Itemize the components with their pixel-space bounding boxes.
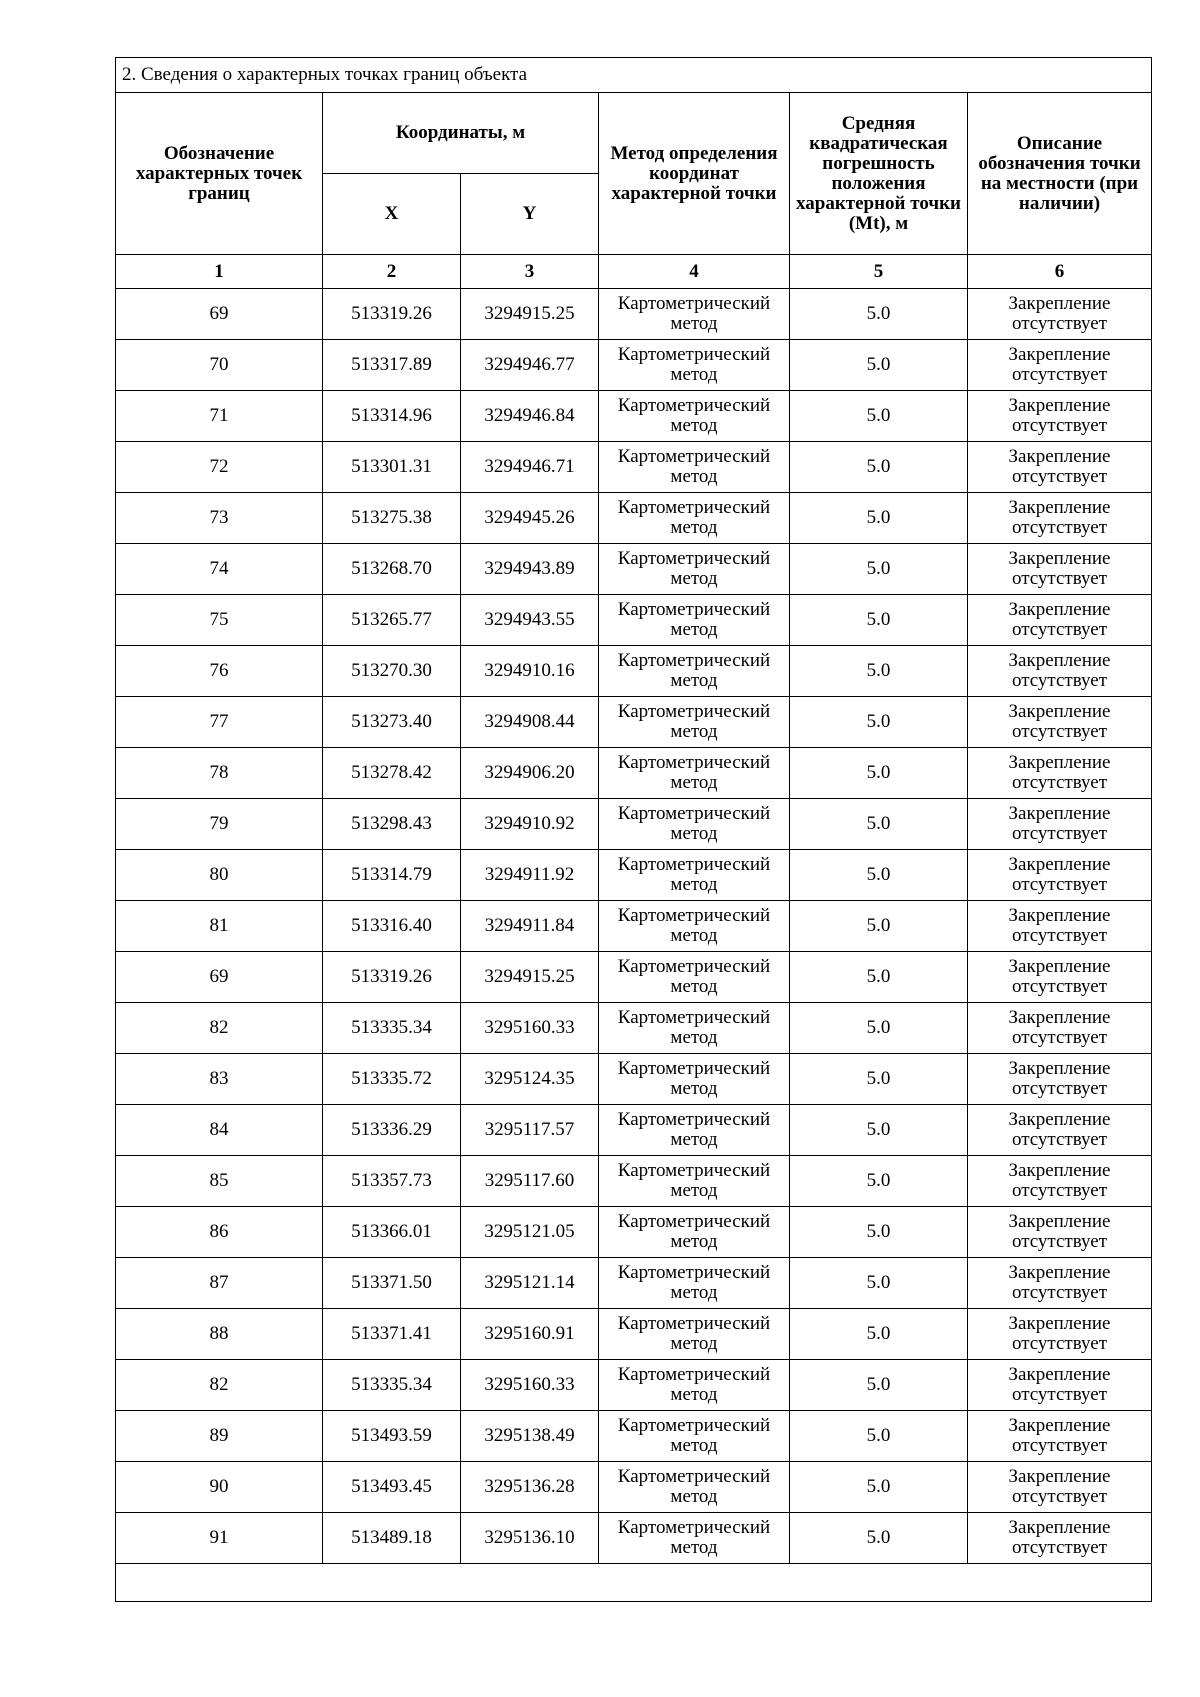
error-cell: 5.0 <box>790 1054 968 1105</box>
error-cell: 5.0 <box>790 289 968 340</box>
table-row <box>116 1054 1152 1105</box>
x-coordinate-cell: 513268.70 <box>323 544 461 595</box>
description-cell-line: отсутствует <box>1011 1333 1108 1354</box>
x-coordinate-cell: 513319.26 <box>323 289 461 340</box>
description-cell-line: отсутствует <box>1011 976 1108 997</box>
method-cell-line: метод <box>670 1129 718 1150</box>
y-coordinate-cell: 3294910.92 <box>461 799 599 850</box>
x-coordinate-cell: 513335.34 <box>323 1003 461 1054</box>
description-cell <box>968 799 1152 850</box>
x-coordinate-cell: 513336.29 <box>323 1105 461 1156</box>
point-id-cell: 73 <box>116 493 323 544</box>
description-cell-line: Закрепление <box>1008 1364 1111 1385</box>
y-coordinate-cell: 3294915.25 <box>461 289 599 340</box>
point-id-cell: 84 <box>116 1105 323 1156</box>
method-cell-line: Картометрический <box>617 395 771 416</box>
description-cell-line: Закрепление <box>1008 1466 1111 1487</box>
header-description: Описание обозначения точки на местности (при наличии) <box>968 93 1152 255</box>
method-cell <box>599 544 790 595</box>
error-cell: 5.0 <box>790 1411 968 1462</box>
point-id-cell: 88 <box>116 1309 323 1360</box>
description-cell-line: отсутствует <box>1011 415 1108 436</box>
y-coordinate-cell: 3294946.77 <box>461 340 599 391</box>
description-cell-line: Закрепление <box>1008 1211 1111 1232</box>
method-cell <box>599 289 790 340</box>
x-coordinate-cell: 513371.50 <box>323 1258 461 1309</box>
table-row <box>116 595 1152 646</box>
description-cell-line: отсутствует <box>1011 1282 1108 1303</box>
table-row <box>116 646 1152 697</box>
method-cell-line: метод <box>670 1333 718 1354</box>
x-coordinate-cell: 513273.40 <box>323 697 461 748</box>
error-cell: 5.0 <box>790 1309 968 1360</box>
table-row <box>116 1003 1152 1054</box>
description-cell-line: Закрепление <box>1008 344 1111 365</box>
description-cell <box>968 1513 1152 1564</box>
method-cell-line: Картометрический <box>617 752 771 773</box>
method-cell <box>599 799 790 850</box>
description-cell-line: Закрепление <box>1008 1313 1111 1334</box>
boundary-points-table <box>115 57 1152 1602</box>
description-cell-line: отсутствует <box>1011 670 1108 691</box>
y-coordinate-cell: 3295136.10 <box>461 1513 599 1564</box>
y-coordinate-cell: 3295138.49 <box>461 1411 599 1462</box>
description-cell-line: Закрепление <box>1008 1415 1111 1436</box>
y-coordinate-cell: 3294943.89 <box>461 544 599 595</box>
description-cell-line: Закрепление <box>1008 854 1111 875</box>
point-id-cell: 87 <box>116 1258 323 1309</box>
description-cell-line: отсутствует <box>1011 772 1108 793</box>
method-cell-line: метод <box>670 1435 718 1456</box>
description-cell-line: отсутствует <box>1011 313 1108 334</box>
description-cell <box>968 850 1152 901</box>
method-cell-line: Картометрический <box>617 1262 771 1283</box>
error-cell: 5.0 <box>790 391 968 442</box>
method-cell <box>599 595 790 646</box>
table-row <box>116 289 1152 340</box>
x-coordinate-cell: 513298.43 <box>323 799 461 850</box>
method-cell-line: метод <box>670 976 718 997</box>
header-point: Обозначение характерных точек границ <box>116 93 323 255</box>
error-cell: 5.0 <box>790 1462 968 1513</box>
description-cell-line: Закрепление <box>1008 701 1111 722</box>
description-cell-line: отсутствует <box>1011 619 1108 640</box>
y-coordinate-cell: 3294911.84 <box>461 901 599 952</box>
description-cell-line: Закрепление <box>1008 497 1111 518</box>
description-cell-line: отсутствует <box>1011 1129 1108 1150</box>
y-coordinate-cell: 3295117.60 <box>461 1156 599 1207</box>
table-row <box>116 1462 1152 1513</box>
method-cell-line: метод <box>670 517 718 538</box>
column-number: 4 <box>599 255 790 289</box>
method-cell <box>599 1513 790 1564</box>
error-cell: 5.0 <box>790 493 968 544</box>
method-cell-line: метод <box>670 1486 718 1507</box>
method-cell-line: Картометрический <box>617 854 771 875</box>
description-cell <box>968 1411 1152 1462</box>
point-id-cell: 80 <box>116 850 323 901</box>
method-cell <box>599 697 790 748</box>
error-cell: 5.0 <box>790 544 968 595</box>
method-cell <box>599 646 790 697</box>
description-cell <box>968 1258 1152 1309</box>
method-cell <box>599 391 790 442</box>
description-cell <box>968 901 1152 952</box>
point-id-cell: 72 <box>116 442 323 493</box>
method-cell-line: Картометрический <box>617 548 771 569</box>
table-row <box>116 391 1152 442</box>
table-row <box>116 952 1152 1003</box>
method-cell-line: Картометрический <box>617 497 771 518</box>
method-cell-line: Картометрический <box>617 1517 771 1538</box>
error-cell: 5.0 <box>790 1105 968 1156</box>
column-number: 1 <box>116 255 323 289</box>
x-coordinate-cell: 513314.79 <box>323 850 461 901</box>
header-y: Y <box>461 174 599 255</box>
method-cell <box>599 901 790 952</box>
table-caption: 2. Сведения о характерных точках границ объекта <box>116 58 1152 93</box>
point-id-cell: 83 <box>116 1054 323 1105</box>
error-cell: 5.0 <box>790 646 968 697</box>
y-coordinate-cell: 3294945.26 <box>461 493 599 544</box>
error-cell: 5.0 <box>790 1156 968 1207</box>
table-row <box>116 1411 1152 1462</box>
y-coordinate-cell: 3295117.57 <box>461 1105 599 1156</box>
table-row <box>116 748 1152 799</box>
description-cell <box>968 952 1152 1003</box>
method-cell-line: Картометрический <box>617 1211 771 1232</box>
table-row <box>116 799 1152 850</box>
point-id-cell: 90 <box>116 1462 323 1513</box>
table-row <box>116 544 1152 595</box>
description-cell <box>968 442 1152 493</box>
method-cell <box>599 493 790 544</box>
y-coordinate-cell: 3295160.33 <box>461 1360 599 1411</box>
description-cell-line: Закрепление <box>1008 395 1111 416</box>
error-cell: 5.0 <box>790 1207 968 1258</box>
y-coordinate-cell: 3295124.35 <box>461 1054 599 1105</box>
description-cell <box>968 1207 1152 1258</box>
method-cell-line: метод <box>670 670 718 691</box>
method-cell <box>599 1411 790 1462</box>
method-cell <box>599 1207 790 1258</box>
description-cell <box>968 1105 1152 1156</box>
description-cell-line: Закрепление <box>1008 956 1111 977</box>
y-coordinate-cell: 3294908.44 <box>461 697 599 748</box>
description-cell <box>968 1462 1152 1513</box>
y-coordinate-cell: 3295121.05 <box>461 1207 599 1258</box>
error-cell: 5.0 <box>790 442 968 493</box>
description-cell-line: отсутствует <box>1011 1078 1108 1099</box>
description-cell-line: отсутствует <box>1011 1486 1108 1507</box>
point-id-cell: 82 <box>116 1003 323 1054</box>
point-id-cell: 79 <box>116 799 323 850</box>
table-row <box>116 1207 1152 1258</box>
point-id-cell: 86 <box>116 1207 323 1258</box>
table-row <box>116 1105 1152 1156</box>
column-number: 3 <box>461 255 599 289</box>
x-coordinate-cell: 513357.73 <box>323 1156 461 1207</box>
table-row <box>116 493 1152 544</box>
point-id-cell: 85 <box>116 1156 323 1207</box>
description-cell <box>968 340 1152 391</box>
x-coordinate-cell: 513319.26 <box>323 952 461 1003</box>
method-cell-line: метод <box>670 1282 718 1303</box>
method-cell-line: метод <box>670 364 718 385</box>
x-coordinate-cell: 513335.34 <box>323 1360 461 1411</box>
table-row <box>116 340 1152 391</box>
error-cell: 5.0 <box>790 850 968 901</box>
point-id-cell: 81 <box>116 901 323 952</box>
point-id-cell: 78 <box>116 748 323 799</box>
description-cell <box>968 1309 1152 1360</box>
method-cell-line: метод <box>670 925 718 946</box>
error-cell: 5.0 <box>790 952 968 1003</box>
y-coordinate-cell: 3294946.71 <box>461 442 599 493</box>
method-cell-line: Картометрический <box>617 1313 771 1334</box>
method-cell <box>599 1462 790 1513</box>
error-cell: 5.0 <box>790 1360 968 1411</box>
x-coordinate-cell: 513301.31 <box>323 442 461 493</box>
description-cell-line: отсутствует <box>1011 517 1108 538</box>
method-cell-line: метод <box>670 1537 718 1558</box>
y-coordinate-cell: 3295160.91 <box>461 1309 599 1360</box>
column-number: 2 <box>323 255 461 289</box>
x-coordinate-cell: 513335.72 <box>323 1054 461 1105</box>
table-row <box>116 442 1152 493</box>
table-row <box>116 1309 1152 1360</box>
description-cell <box>968 544 1152 595</box>
point-id-cell: 75 <box>116 595 323 646</box>
point-id-cell: 69 <box>116 952 323 1003</box>
x-coordinate-cell: 513265.77 <box>323 595 461 646</box>
x-coordinate-cell: 513270.30 <box>323 646 461 697</box>
point-id-cell: 74 <box>116 544 323 595</box>
table-row <box>116 901 1152 952</box>
method-cell-line: Картометрический <box>617 1007 771 1028</box>
method-cell-line: Картометрический <box>617 344 771 365</box>
method-cell <box>599 1156 790 1207</box>
method-cell-line: метод <box>670 1180 718 1201</box>
method-cell-line: Картометрический <box>617 1109 771 1130</box>
description-cell-line: Закрепление <box>1008 1007 1111 1028</box>
y-coordinate-cell: 3294943.55 <box>461 595 599 646</box>
x-coordinate-cell: 513493.59 <box>323 1411 461 1462</box>
table-row <box>116 850 1152 901</box>
description-cell <box>968 1003 1152 1054</box>
description-cell-line: Закрепление <box>1008 599 1111 620</box>
method-cell <box>599 340 790 391</box>
error-cell: 5.0 <box>790 1003 968 1054</box>
header-method: Метод определения координат характерной точки <box>599 93 790 255</box>
method-cell <box>599 1054 790 1105</box>
method-cell-line: метод <box>670 1384 718 1405</box>
method-cell-line: метод <box>670 568 718 589</box>
description-cell-line: отсутствует <box>1011 466 1108 487</box>
method-cell-line: метод <box>670 1027 718 1048</box>
y-coordinate-cell: 3294911.92 <box>461 850 599 901</box>
x-coordinate-cell: 513371.41 <box>323 1309 461 1360</box>
method-cell-line: Картометрический <box>617 293 771 314</box>
method-cell <box>599 442 790 493</box>
column-number: 6 <box>968 255 1152 289</box>
description-cell-line: отсутствует <box>1011 1384 1108 1405</box>
point-id-cell: 82 <box>116 1360 323 1411</box>
x-coordinate-cell: 513275.38 <box>323 493 461 544</box>
table-row <box>116 1360 1152 1411</box>
y-coordinate-cell: 3295136.28 <box>461 1462 599 1513</box>
description-cell-line: отсутствует <box>1011 1537 1108 1558</box>
error-cell: 5.0 <box>790 748 968 799</box>
description-cell <box>968 1156 1152 1207</box>
table-row <box>116 1156 1152 1207</box>
y-coordinate-cell: 3294910.16 <box>461 646 599 697</box>
point-id-cell: 69 <box>116 289 323 340</box>
column-numbers-row <box>116 255 1152 289</box>
description-cell <box>968 391 1152 442</box>
method-cell <box>599 748 790 799</box>
x-coordinate-cell: 513316.40 <box>323 901 461 952</box>
x-coordinate-cell: 513317.89 <box>323 340 461 391</box>
method-cell <box>599 1258 790 1309</box>
document-sheet <box>115 57 1151 1602</box>
table-row <box>116 1258 1152 1309</box>
description-cell-line: отсутствует <box>1011 568 1108 589</box>
description-cell-line: Закрепление <box>1008 905 1111 926</box>
description-cell <box>968 595 1152 646</box>
description-cell-line: отсутствует <box>1011 364 1108 385</box>
description-cell <box>968 1054 1152 1105</box>
point-id-cell: 91 <box>116 1513 323 1564</box>
method-cell-line: метод <box>670 313 718 334</box>
x-coordinate-cell: 513493.45 <box>323 1462 461 1513</box>
description-cell-line: отсутствует <box>1011 823 1108 844</box>
error-cell: 5.0 <box>790 799 968 850</box>
method-cell-line: Картометрический <box>617 446 771 467</box>
description-cell-line: Закрепление <box>1008 650 1111 671</box>
method-cell <box>599 1105 790 1156</box>
description-cell-line: отсутствует <box>1011 1027 1108 1048</box>
description-cell-line: Закрепление <box>1008 803 1111 824</box>
description-cell-line: отсутствует <box>1011 874 1108 895</box>
description-cell <box>968 1360 1152 1411</box>
description-cell-line: Закрепление <box>1008 293 1111 314</box>
description-cell <box>968 697 1152 748</box>
method-cell-line: Картометрический <box>617 1160 771 1181</box>
description-cell <box>968 289 1152 340</box>
error-cell: 5.0 <box>790 340 968 391</box>
x-coordinate-cell: 513278.42 <box>323 748 461 799</box>
method-cell-line: метод <box>670 721 718 742</box>
x-coordinate-cell: 513366.01 <box>323 1207 461 1258</box>
point-id-cell: 76 <box>116 646 323 697</box>
method-cell-line: метод <box>670 619 718 640</box>
description-cell-line: отсутствует <box>1011 1231 1108 1252</box>
description-cell <box>968 748 1152 799</box>
method-cell-line: Картометрический <box>617 1364 771 1385</box>
error-cell: 5.0 <box>790 697 968 748</box>
method-cell-line: Картометрический <box>617 1415 771 1436</box>
y-coordinate-cell: 3295160.33 <box>461 1003 599 1054</box>
point-id-cell: 70 <box>116 340 323 391</box>
table-row <box>116 697 1152 748</box>
method-cell <box>599 1360 790 1411</box>
method-cell-line: Картометрический <box>617 701 771 722</box>
method-cell-line: Картометрический <box>617 956 771 977</box>
header-error: Средняя квадратическая погрешность положения характерной точки (Mt), м <box>790 93 968 255</box>
description-cell-line: Закрепление <box>1008 1058 1111 1079</box>
y-coordinate-cell: 3294946.84 <box>461 391 599 442</box>
y-coordinate-cell: 3295121.14 <box>461 1258 599 1309</box>
method-cell-line: метод <box>670 415 718 436</box>
method-cell-line: Картометрический <box>617 803 771 824</box>
description-cell-line: Закрепление <box>1008 1160 1111 1181</box>
description-cell-line: отсутствует <box>1011 721 1108 742</box>
method-cell-line: Картометрический <box>617 1466 771 1487</box>
description-cell-line: отсутствует <box>1011 1180 1108 1201</box>
table-row <box>116 1513 1152 1564</box>
method-cell-line: Картометрический <box>617 599 771 620</box>
header-x: X <box>323 174 461 255</box>
error-cell: 5.0 <box>790 1258 968 1309</box>
x-coordinate-cell: 513489.18 <box>323 1513 461 1564</box>
description-cell-line: отсутствует <box>1011 925 1108 946</box>
method-cell <box>599 1309 790 1360</box>
column-number: 5 <box>790 255 968 289</box>
method-cell-line: Картометрический <box>617 1058 771 1079</box>
method-cell-line: метод <box>670 1231 718 1252</box>
method-cell-line: Картометрический <box>617 905 771 926</box>
description-cell <box>968 493 1152 544</box>
description-cell-line: Закрепление <box>1008 1109 1111 1130</box>
error-cell: 5.0 <box>790 901 968 952</box>
error-cell: 5.0 <box>790 595 968 646</box>
y-coordinate-cell: 3294915.25 <box>461 952 599 1003</box>
point-id-cell: 71 <box>116 391 323 442</box>
method-cell <box>599 1003 790 1054</box>
description-cell-line: Закрепление <box>1008 1262 1111 1283</box>
description-cell-line: Закрепление <box>1008 1517 1111 1538</box>
error-cell: 5.0 <box>790 1513 968 1564</box>
blank-row <box>116 1564 1152 1602</box>
description-cell <box>968 646 1152 697</box>
header-coords: Координаты, м <box>323 93 599 174</box>
method-cell <box>599 952 790 1003</box>
method-cell-line: метод <box>670 466 718 487</box>
method-cell-line: метод <box>670 1078 718 1099</box>
method-cell-line: метод <box>670 874 718 895</box>
description-cell-line: Закрепление <box>1008 446 1111 467</box>
method-cell-line: Картометрический <box>617 650 771 671</box>
y-coordinate-cell: 3294906.20 <box>461 748 599 799</box>
point-id-cell: 89 <box>116 1411 323 1462</box>
point-id-cell: 77 <box>116 697 323 748</box>
blank-cell <box>116 1564 1152 1602</box>
method-cell-line: метод <box>670 772 718 793</box>
x-coordinate-cell: 513314.96 <box>323 391 461 442</box>
method-cell <box>599 850 790 901</box>
description-cell-line: Закрепление <box>1008 752 1111 773</box>
description-cell-line: отсутствует <box>1011 1435 1108 1456</box>
method-cell-line: метод <box>670 823 718 844</box>
description-cell-line: Закрепление <box>1008 548 1111 569</box>
